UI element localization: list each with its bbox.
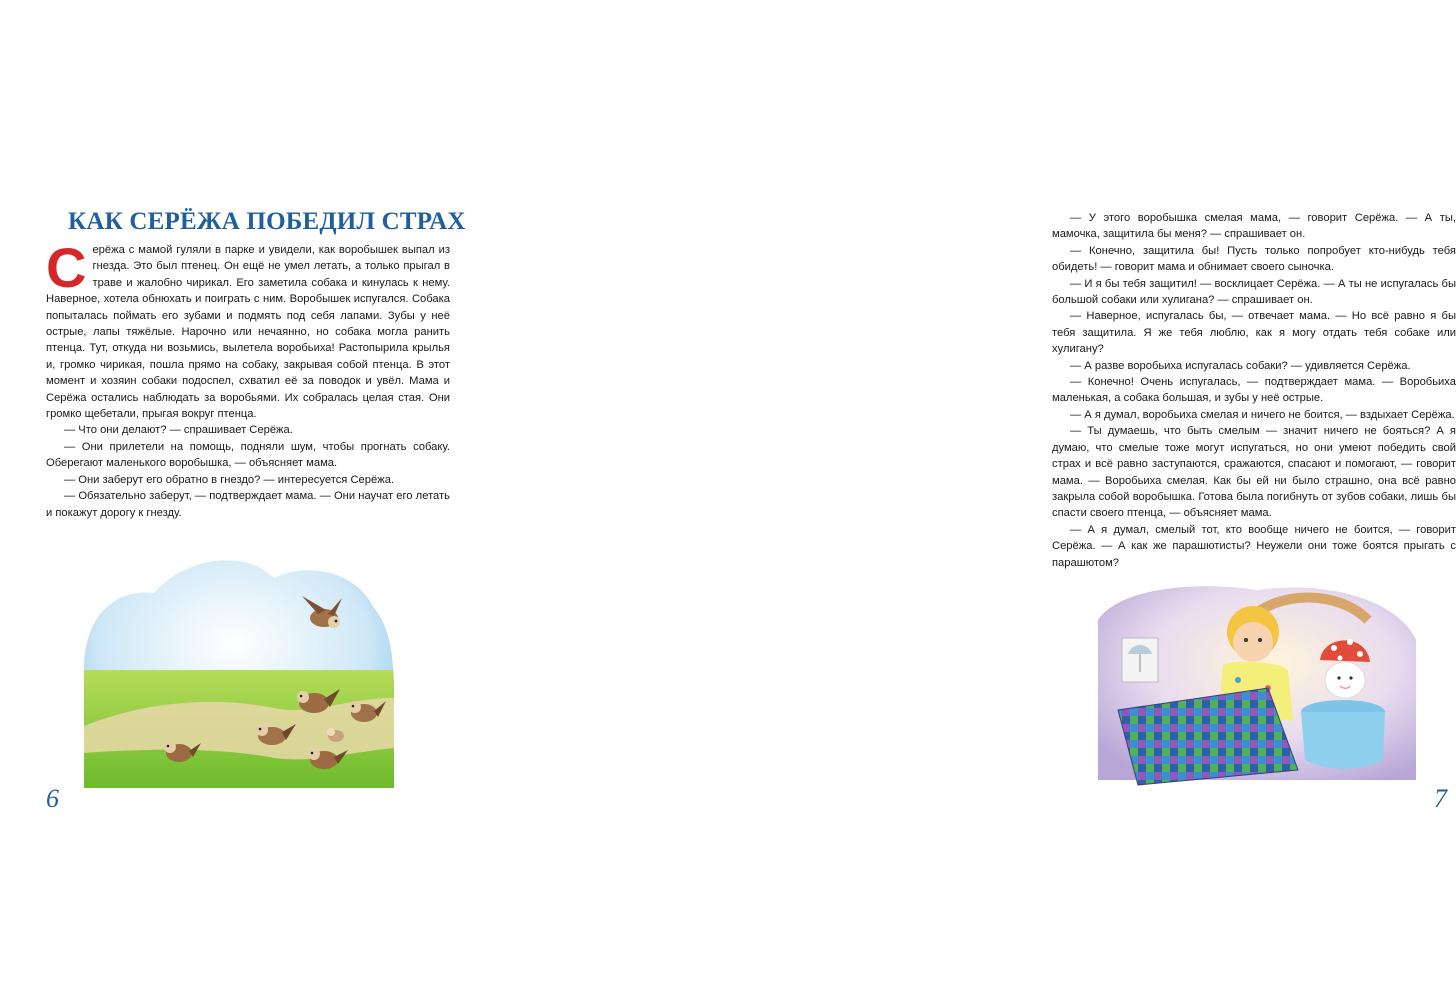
left-page [0, 0, 500, 1000]
drop-cap: С [46, 236, 87, 299]
dialogue-line: — Наверное, испугалась бы, — отвечает мама. — Но всё равно я бы тебя защитила. Я же тебя люблю, как я могу отдать тебя собаке или хулигану? [1052, 310, 1456, 356]
page-number: 7 [1434, 784, 1447, 813]
dialogue-line: — Они заберут его обратно в гнездо? — интересуется Серёжа. [64, 473, 395, 486]
dialogue-line: — У этого воробышка смелая мама, — говорит Серёжа. — А ты, мамочка, защитила бы меня? — спрашивает он. [1052, 212, 1456, 241]
parachute-picture-icon [1122, 638, 1158, 682]
story-title: КАК СЕРЁЖА ПОБЕДИЛ СТРАХ [68, 208, 466, 235]
first-paragraph [46, 236, 450, 422]
page-number: 6 [46, 784, 59, 813]
right-text-column [1052, 210, 1456, 571]
dialogue-line: — А я думал, смелый тот, кто вообще ничего не боится, — говорит Серёжа. — А как же парашютисты? Неужели они тоже боятся прыгать с парашютом? [1052, 523, 1456, 569]
dialogue-line: — Обязательно заберут, — подтверждает мама. — Они научат его летать и покажут дорогу к гнезду. [46, 490, 450, 519]
left-text-column [46, 236, 450, 521]
sparrows-illustration [74, 548, 394, 788]
dialogue-line: — Они прилетели на помощь, подняли шум, чтобы прогнать собаку. Оберегают маленького воробышка, — объясняет мама. [46, 440, 450, 470]
dialogue-line: — Что они делают? — спрашивает Серёжа. [64, 424, 293, 437]
dialogue-line: — Конечно, защитила бы! Пусть только попробует кто-нибудь тебя обидеть! — говорит мама и обнимает своего сыночка. [1052, 244, 1456, 274]
nightstand-icon [1301, 700, 1385, 769]
dialogue-line: — Конечно! Очень испугалась, — подтверждает мама. — Воробьиха маленькая, а собака большая, и зубы у неё острые. [1052, 376, 1456, 405]
dialogue-line: — А я думал, воробьиха смелая и ничего не боится, — вздыхает Серёжа. [1070, 408, 1455, 421]
boy-bed-illustration [1098, 580, 1418, 790]
dialogue-line: — Ты думаешь, что быть смелым — значит ничего не бояться? А я думаю, что смелые тоже могут испугаться, но они умеют победить свой страх и всё равно заступаются, сражаются, спасают и помогают, — говорит мама. — Воробьиха смелая. Как бы ей ни было страшно, она всё равно закрыла собой воробышка. Готова была погибнуть от зубов собаки, лишь бы спасти своего птенца, — объясняет мама. [1052, 425, 1456, 520]
right-page [500, 0, 1456, 1000]
first-paragraph-text: ерёжа с мамой гуляли в парке и увидели, как воробышек выпал из гнезда. Это был птенец. Он ещё не умел летать, а только прыгал в траве и жалобно чирикал. Его заметила собака и кинулась к нему. Наверное, хотела обнюхать и поиграть с ним. Воробышек испугался. Собака попыталась поймать его зубами и подмять под себя лапами. Зубы у неё острые, лапы тяжёлые. Нарочно или нечаянно, но собака могла ранить птенца. Тут, откуда ни возьмись, вылетела воробьиха! Растопырила крылья и, громко чирикая, пошла прямо на собаку, закрывая собой птенца. В этот момент и хозяин собаки подоспел, схватил её за поводок и увёл. Мама и Серёжа остались наблюдать за воробьями. Их собралась целая стая. Они громко щебетали, прыгая вокруг птенца. [46, 244, 450, 421]
dialogue-line: — И я бы тебя защитил! — восклицает Серёжа. — А ты не испугалась бы большой собаки или хулигана? — спрашивает он. [1052, 277, 1456, 307]
dialogue-line: — А разве воробьиха испугалась собаки? — удивляется Серёжа. [1070, 359, 1411, 372]
